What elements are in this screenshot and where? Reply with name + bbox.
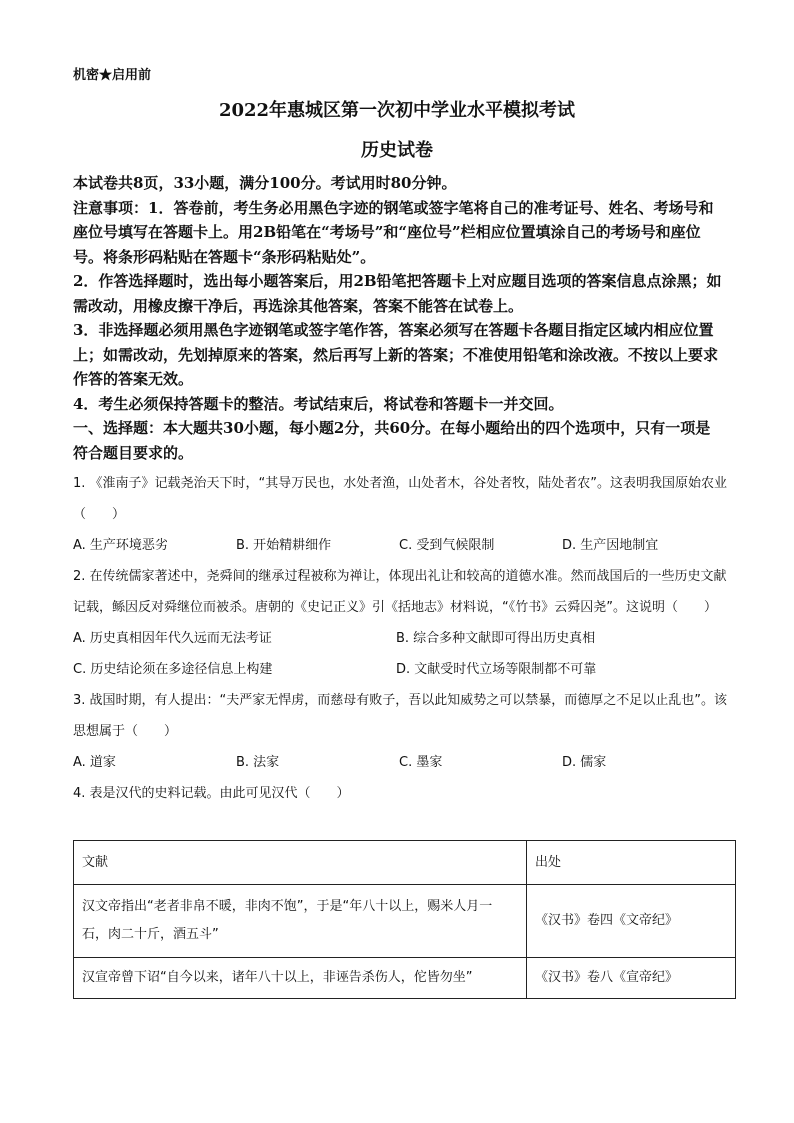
exam-title: 2022年惠城区第一次初中学业水平模拟考试 <box>218 100 576 121</box>
question-1-stem: 1. 《淮南子》记载尧治天下时，“其导万民也，水处者渔，山处者木，谷处者牧，陆处者农”。这表明我国原始农业（ ） <box>73 476 728 522</box>
question-3-option-a: A. 道家 <box>73 755 116 770</box>
question-1-option-c: C. 受到气候限制 <box>399 538 495 553</box>
question-2-option-c: C. 历史结论须在多途径信息上构建 <box>73 662 273 677</box>
question-4-stem: 4. 表是汉代的史料记载。由此可见汉代（ ） <box>73 786 350 801</box>
question-1-options <box>73 530 733 561</box>
question-2-options-row-1 <box>73 623 733 654</box>
exam-instructions <box>73 171 723 465</box>
question-3-option-d: D. 儒家 <box>562 755 607 770</box>
table-cell-source: 《汉书》卷八《宣帝纪》 <box>527 958 736 999</box>
section-heading-choice: 一、选择题：本大题共30小题，每小题2分，共60分。在每小题给出的四个选项中，只有一项是符合题目要求的。 <box>73 419 711 462</box>
question-1-option-b: B. 开始精耕细作 <box>236 538 332 553</box>
instruction-item-1: 注意事项：1．答卷前，考生务必用黑色字迹的钢笔或签字笔将自己的准考证号、姓名、考场号和座位号填写在答题卡上。用2B铅笔在“考场号”和“座位号”栏相应位置填涂自己的考场号和座位号。将条形码粘贴在答题卡“条形码粘贴处”。 <box>73 198 714 266</box>
question-2-option-b: B. 综合多种文献即可得出历史真相 <box>396 631 596 646</box>
instruction-overview: 本试卷共8页，33小题，满分100分。考试用时80分钟。 <box>73 174 457 192</box>
exam-subtitle: 历史试卷 <box>361 140 433 161</box>
confidential-label: 机密★启用前 <box>73 68 152 83</box>
table-header-row <box>74 841 736 885</box>
question-2-option-d: D. 文献受时代立场等限制都不可靠 <box>396 662 597 677</box>
question-1-option-d: D. 生产因地制宜 <box>562 538 659 553</box>
question-1-option-a: A. 生产环境恶劣 <box>73 538 168 553</box>
question-4-source-table <box>73 840 736 999</box>
question-3-option-c: C. 墨家 <box>399 755 443 770</box>
instruction-item-4: 4．考生必须保持答题卡的整洁。考试结束后，将试卷和答题卡一并交回。 <box>73 394 564 413</box>
table-row <box>74 958 736 999</box>
question-list <box>73 468 733 809</box>
instruction-item-3: 3．非选择题必须用黑色字迹钢笔或签字笔作答，答案必须写在答题卡各题目指定区域内相应位置上；如需改动，先划掉原来的答案，然后再写上新的答案；不准使用铅笔和涂改液。不按以上要求作答的答案无效。 <box>73 321 719 388</box>
table-cell-document: 汉宣帝曾下诏“自今以来，诸年八十以上，非诬告杀伤人，佗皆勿坐” <box>74 958 527 999</box>
question-2-options-row-2 <box>73 654 733 685</box>
table-cell-source: 《汉书》卷四《文帝纪》 <box>527 885 736 958</box>
instruction-item-2: 2．作答选择题时，选出每小题答案后，用2B铅笔把答题卡上对应题目选项的答案信息点涂黑；如需改动，用橡皮擦干净后，再选涂其他答案，答案不能答在试卷上。 <box>73 272 722 315</box>
question-2-stem: 2. 在传统儒家著述中，尧舜间的继承过程被称为禅让，体现出礼让和较高的道德水准。然而战国后的一些历史文献记载，鲧因反对舜继位而被杀。唐朝的《史记正义》引《括地志》材料说，“《竹书》云舜囚尧”。这说明（ ） <box>73 569 727 615</box>
table-header-source: 出处 <box>527 841 736 885</box>
table-cell-document: 汉文帝指出“老者非帛不暖，非肉不饱”，于是“年八十以上，赐米人月一石，肉二十斤，酒五斗” <box>74 885 527 958</box>
table-row <box>74 885 736 958</box>
question-3-stem: 3. 战国时期，有人提出：“夫严家无悍虏，而慈母有败子，吾以此知威势之可以禁暴，而德厚之不足以止乱也”。该思想属于（ ） <box>73 693 728 739</box>
question-2-option-a: A. 历史真相因年代久远而无法考证 <box>73 631 272 646</box>
question-3-options <box>73 747 733 778</box>
table-header-document: 文献 <box>74 841 527 885</box>
question-3-option-b: B. 法家 <box>236 755 280 770</box>
